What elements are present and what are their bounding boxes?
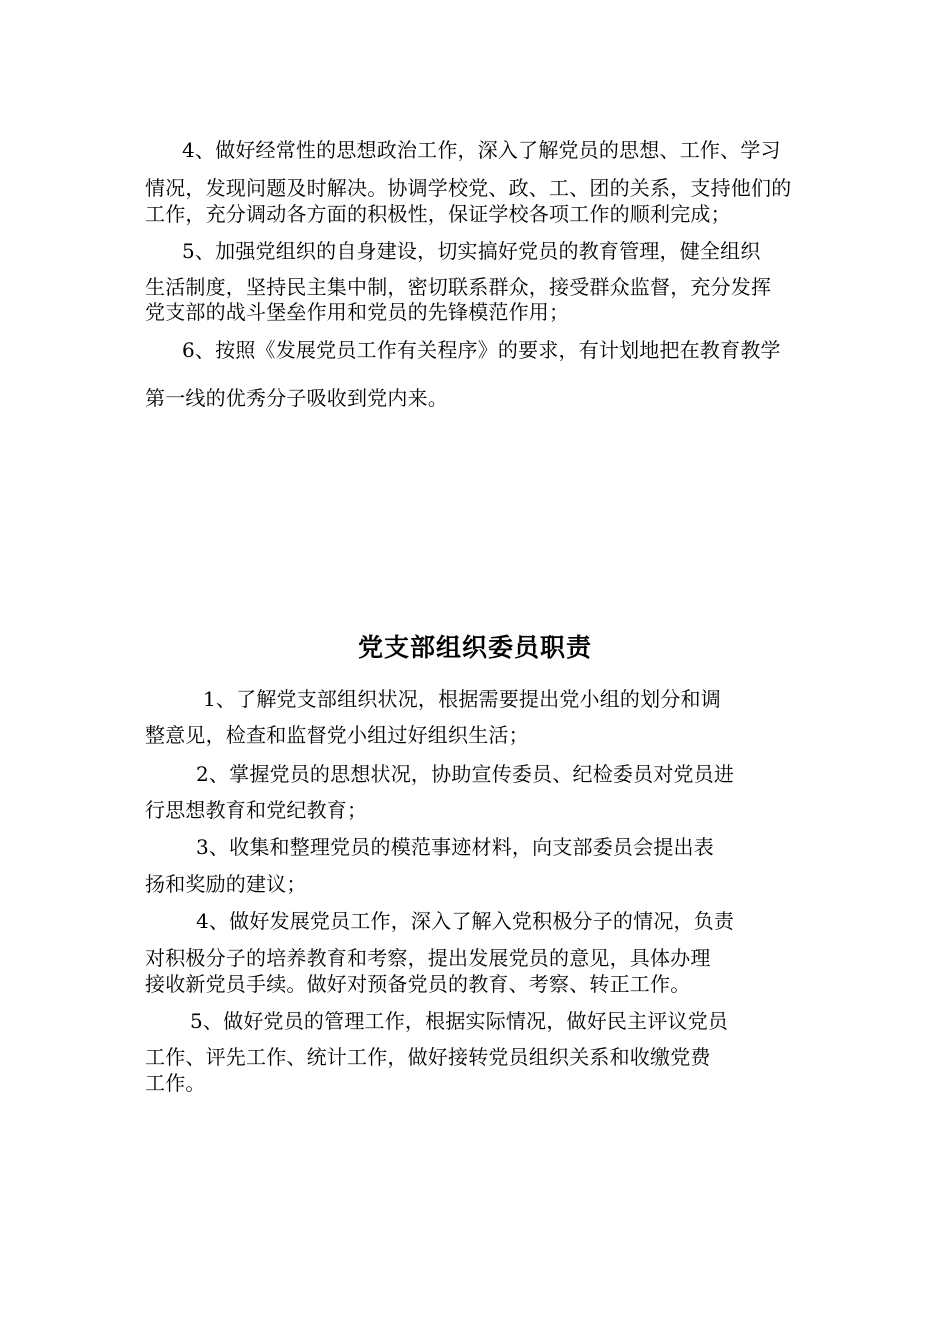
paragraph-line: 党支部的战斗堡垒作用和党员的先锋模范作用； — [145, 300, 570, 324]
paragraph-line: 整意见，检查和监督党小组过好组织生活； — [145, 723, 529, 747]
paragraph-line: 第一线的优秀分子吸收到党内来。 — [145, 386, 448, 410]
paragraph-line: 对积极分子的培养教育和考察，提出发展党员的意见，具体办理 — [145, 946, 711, 970]
section-title: 党支部组织委员职责 — [357, 633, 592, 662]
paragraph-line: 工作、评先工作、统计工作，做好接转党员组织关系和收缴党费 — [145, 1045, 711, 1069]
paragraph-line: 情况，发现问题及时解决。协调学校党、政、工、团的关系，支持他们的 — [145, 176, 792, 200]
paragraph-line: 5、加强党组织的自身建设，切实搞好党员的教育管理，健全组织 — [182, 239, 761, 263]
paragraph-line: 1、了解党支部组织状况，根据需要提出党小组的划分和调 — [203, 687, 721, 711]
paragraph-line: 6、按照《发展党员工作有关程序》的要求，有计划地把在教育教学 — [182, 338, 781, 362]
paragraph-line: 4、做好经常性的思想政治工作，深入了解党员的思想、工作、学习 — [182, 138, 781, 162]
paragraph-line: 行思想教育和党纪教育； — [145, 798, 368, 822]
paragraph-line: 工作，充分调动各方面的积极性，保证学校各项工作的顺利完成； — [145, 202, 731, 226]
paragraph-line: 接收新党员手续。做好对预备党员的教育、考察、转正工作。 — [145, 972, 691, 996]
paragraph-line: 工作。 — [145, 1071, 206, 1095]
paragraph-line: 扬和奖励的建议； — [145, 872, 307, 896]
paragraph-line: 5、做好党员的管理工作，根据实际情况，做好民主评议党员 — [190, 1009, 729, 1033]
paragraph-line: 2、掌握党员的思想状况，协助宣传委员、纪检委员对党员进 — [196, 762, 735, 786]
paragraph-line: 3、收集和整理党员的模范事迹材料，向支部委员会提出表 — [196, 835, 714, 859]
paragraph-line: 4、做好发展党员工作，深入了解入党积极分子的情况，负责 — [196, 909, 735, 933]
paragraph-line: 生活制度，坚持民主集中制，密切联系群众，接受群众监督，充分发挥 — [145, 275, 772, 299]
